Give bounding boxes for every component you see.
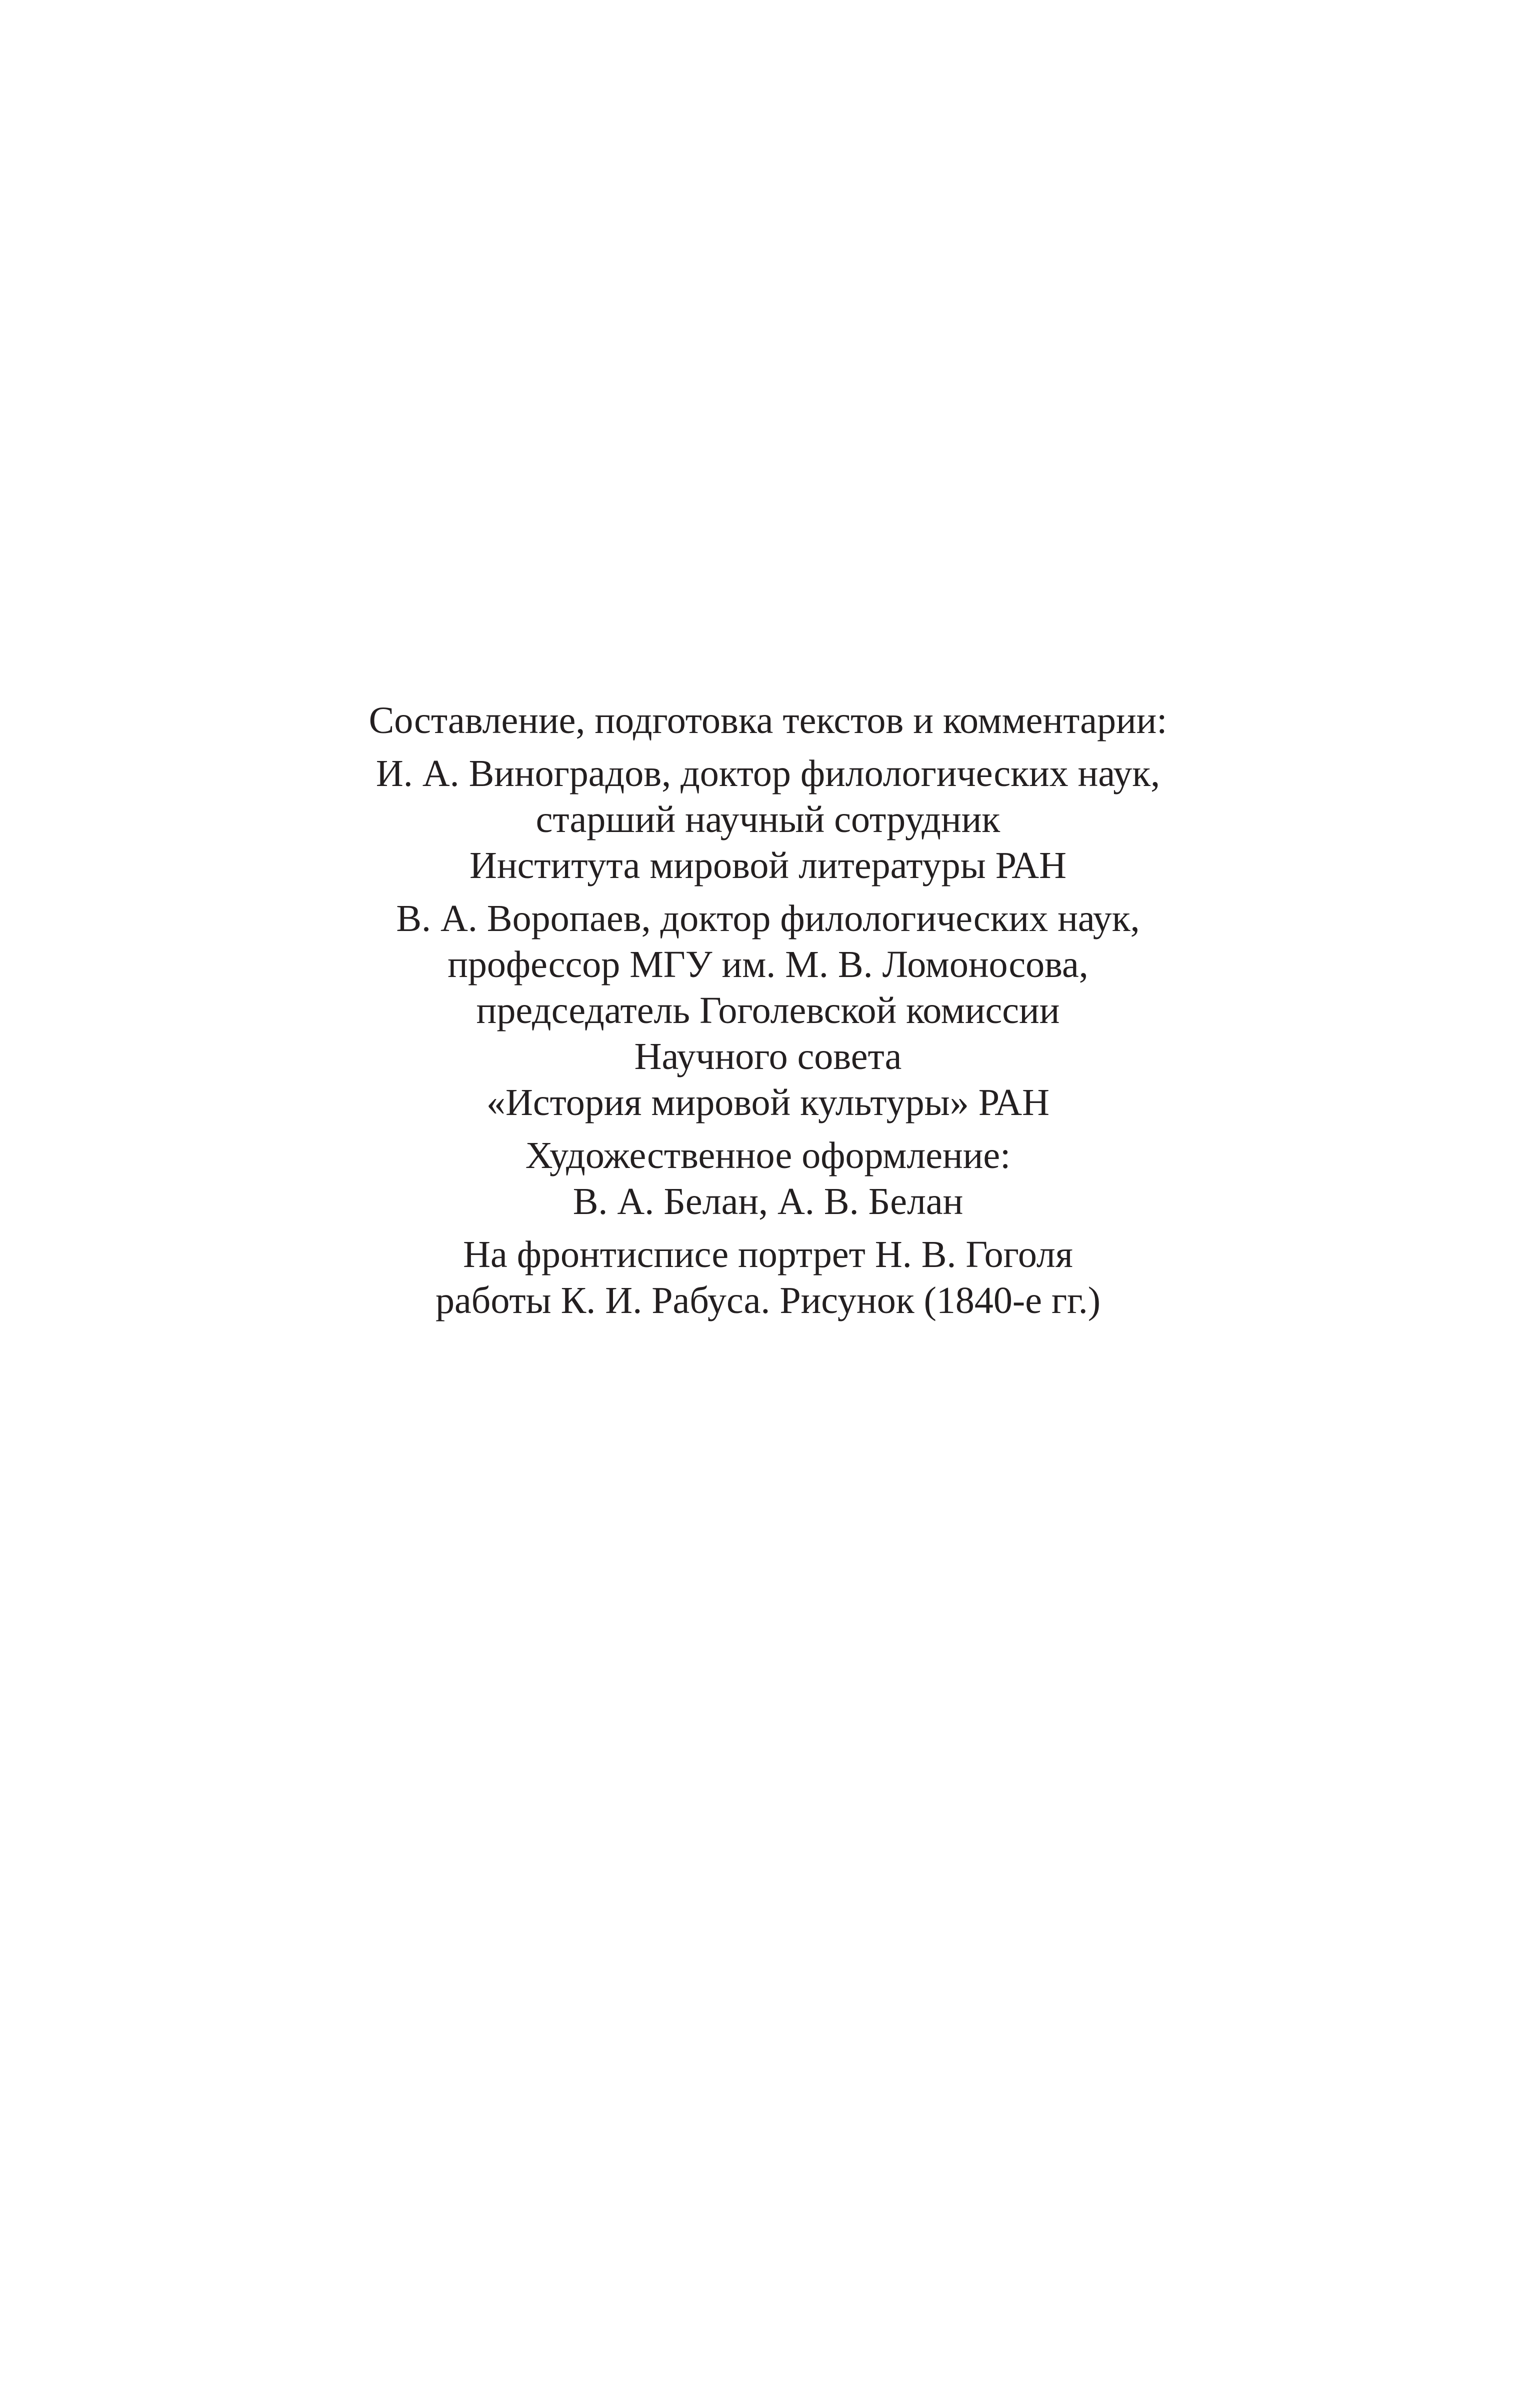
author-name-line: В. А. Воропаев, доктор филологических наук,	[396, 898, 1140, 940]
compilation-credit	[0, 698, 1536, 744]
credits-block	[0, 698, 1536, 1330]
design-names: В. А. Белан, А. В. Белан	[572, 1180, 964, 1222]
author-name-line: И. А. Виноградов, доктор филологических наук,	[376, 752, 1160, 794]
author-credit-vinogradov	[0, 750, 1536, 888]
compilation-heading: Составление, подготовка текстов и комментарии:	[368, 700, 1168, 742]
author-council-line: Научного совета	[634, 1036, 902, 1078]
author-role-line: председатель Гоголевской комиссии	[476, 990, 1060, 1032]
frontispiece-line: работы К. И. Рабуса. Рисунок (1840-е гг.)	[435, 1280, 1101, 1322]
design-heading: Художественное оформление:	[525, 1134, 1011, 1176]
frontispiece-credit	[0, 1232, 1536, 1324]
frontispiece-line: На фронтисписе портрет Н. В. Гоголя	[463, 1234, 1073, 1276]
author-position-line: старший научный сотрудник	[536, 798, 1000, 840]
design-credit	[0, 1132, 1536, 1224]
author-institution-line: Института мировой литературы РАН	[470, 844, 1066, 886]
author-position-line: профессор МГУ им. М. В. Ломоносова,	[448, 944, 1088, 986]
author-credit-voropaev	[0, 896, 1536, 1126]
author-council-name-line: «История мировой культуры» РАН	[486, 1082, 1050, 1124]
